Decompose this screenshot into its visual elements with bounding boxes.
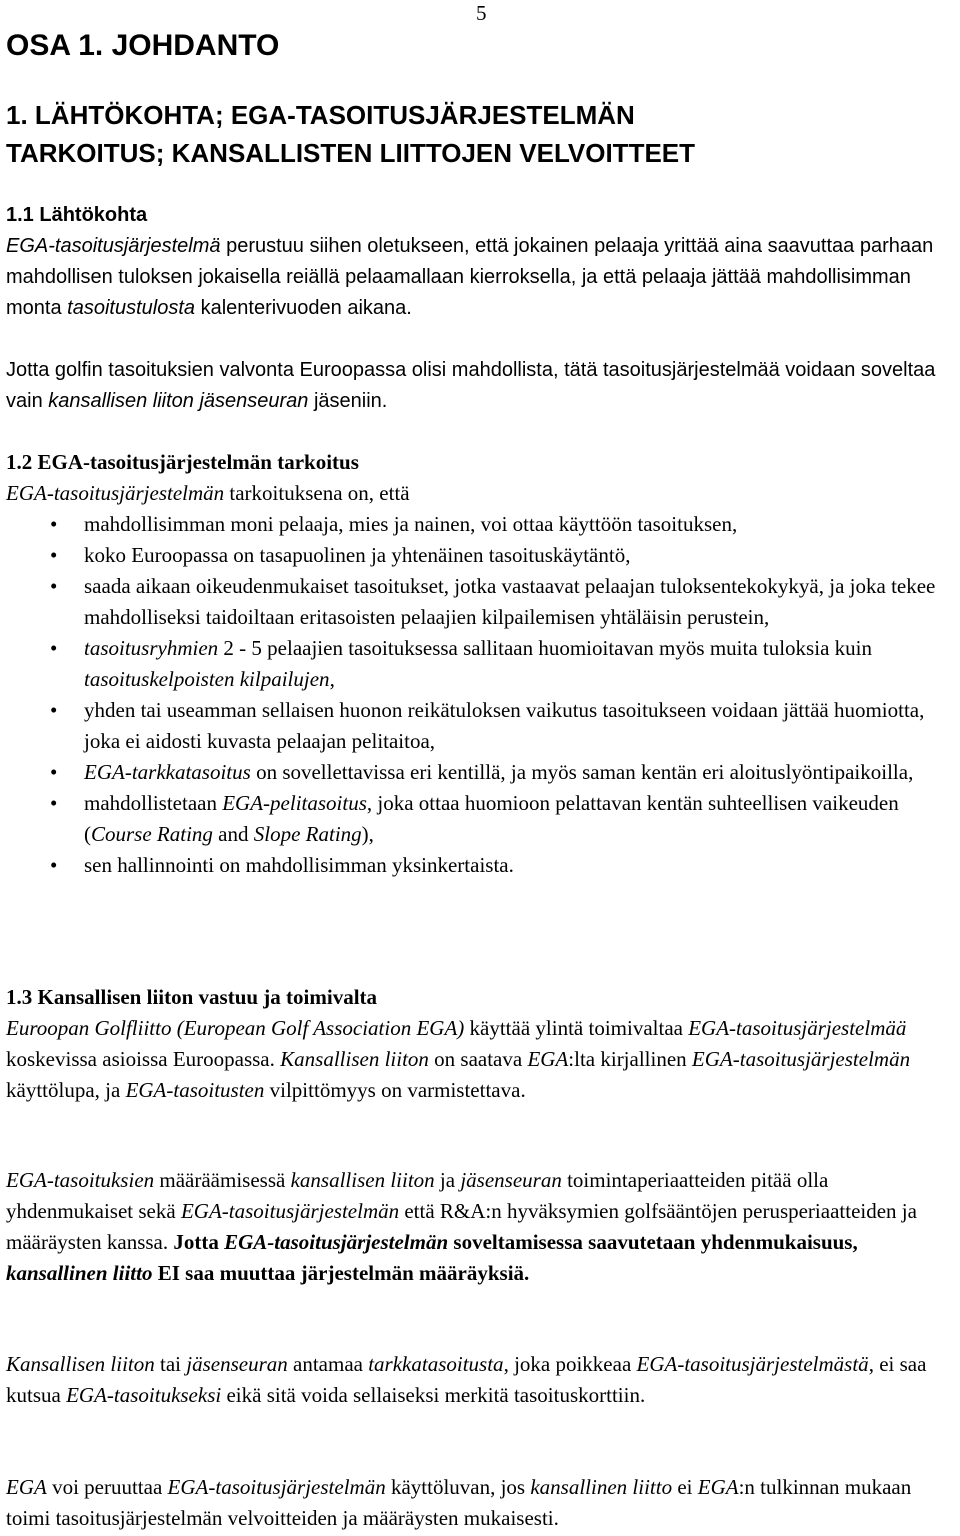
term: EGA-tasoitusjärjestelmän [180, 1199, 400, 1223]
paragraph [6, 1349, 956, 1411]
text: on saatava [428, 1047, 528, 1071]
section-1-2-heading: 1.2 EGA-tasoitusjärjestelmän tarkoitus [6, 450, 359, 474]
text: , [329, 667, 335, 691]
term: EGA-tasoitusjärjestelmää [688, 1016, 907, 1040]
term: EGA-pelitasoitus [222, 791, 367, 815]
term: Slope Rating [253, 822, 362, 846]
term: EGA-tasoitukseksi [66, 1383, 222, 1407]
term: EGA [6, 1475, 47, 1499]
bold-text: EI saa muuttaa järjestelmän määräyksiä. [152, 1261, 530, 1285]
paragraph [6, 1472, 956, 1534]
term: tasoituskelpoisten kilpailujen [84, 667, 330, 691]
list-item: • koko Euroopassa on tasapuolinen ja yhtenäinen tasoituskäytäntö, [6, 540, 956, 571]
section-1-3-paragraph-1 [6, 1013, 956, 1106]
text: eikä sitä voida sellaiseksi merkitä tasoituskorttiin. [221, 1383, 646, 1407]
text: ja [434, 1168, 461, 1192]
text: toimintaperiaatteiden pitää olla yhdenmukaiset sekä [6, 1168, 829, 1223]
term: EGA-tasoitusjärjestelmästä [636, 1352, 869, 1376]
text: käyttää ylintä toimivaltaa [464, 1016, 689, 1040]
text: ), [361, 822, 374, 846]
term: tasoitusryhmien [84, 636, 219, 660]
term: EGA-tasoitusjärjestelmän [691, 1047, 911, 1071]
term: kansallisen liiton [290, 1168, 435, 1192]
text: , ei saa kutsua [6, 1352, 927, 1407]
text: vilpittömyys on varmistettava. [264, 1078, 526, 1102]
term-kansallisen-liiton-jasenseuran: kansallisen liiton jäsenseuran [48, 390, 309, 412]
term: Course Rating [91, 822, 213, 846]
purpose-list [6, 509, 956, 881]
list-item: • mahdollisimman moni pelaaja, mies ja nainen, voi ottaa käyttöön tasoituksen, [6, 509, 956, 540]
term: Euroopan Golfliitto (European Golf Association EGA) [6, 1016, 465, 1040]
chapter-title [6, 96, 954, 172]
text: käyttöluvan, jos [385, 1475, 531, 1499]
paragraph [6, 1165, 956, 1289]
text: käyttölupa, ja [6, 1078, 126, 1102]
section-1-1-heading: 1.1 Lähtökohta [6, 204, 148, 226]
page-number: 5 [476, 1, 487, 25]
section-1-2 [6, 447, 956, 881]
term: tarkkatasoitusta [368, 1352, 504, 1376]
text: tarkoituksena on, että [224, 481, 410, 505]
text: Jotta golfin tasoituksien valvonta Euroopassa olisi mahdollista, tätä tasoitusjärjestelmää voidaan soveltaa vain [6, 359, 936, 412]
section-1-3-paragraph-3 [6, 1349, 956, 1411]
text: koskevissa asioissa Euroopassa. [6, 1047, 281, 1071]
list-item [6, 757, 956, 788]
term: EGA-tasoitusjärjestelmän [167, 1475, 386, 1499]
list-item [6, 788, 956, 850]
bold-text: Jotta [173, 1230, 225, 1254]
chapter-title-line2: TARKOITUS; KANSALLISTEN LIITTOJEN VELVOITTEET [6, 138, 696, 168]
list-item: • sen hallinnointi on mahdollisimman yksinkertaista. [6, 850, 956, 881]
term: jäsenseuran [460, 1168, 562, 1192]
term: EGA-tasoitusten [125, 1078, 265, 1102]
part-title: OSA 1. JOHDANTO [6, 29, 280, 62]
text: jäseniin. [308, 390, 388, 412]
section-1-1 [6, 200, 956, 324]
section-1-2-intro [6, 478, 956, 509]
section-1-1-paragraph-1 [6, 231, 956, 324]
text: on sovellettavissa eri kentillä, ja myös saman kentän eri aloituslyöntipaikoilla, [250, 760, 914, 784]
bold-term: kansallinen liitto [6, 1261, 153, 1285]
list-item [6, 633, 956, 695]
list-item: • saada aikaan oikeudenmukaiset tasoitukset, jotka vastaavat pelaajan tuloksentekokykyä, ja joka tekee mahdolliseksi taidoiltaan eritasoisten pelaajien kilpailemisen yhtäläisin perustein, [6, 571, 956, 633]
text: mahdollistetaan [84, 791, 223, 815]
section-1-3-heading: 1.3 Kansallisen liiton vastuu ja toimivalta [6, 985, 378, 1009]
term-tasoitustulosta: tasoitustulosta [67, 297, 196, 319]
text: and [212, 822, 254, 846]
text: , joka ottaa huomioon pelattavan kentän suhteellisen vaikeuden ( [84, 791, 899, 846]
paragraph [6, 355, 956, 417]
term-ega-tasoitusjarjestelma: EGA-tasoitusjärjestelmä [6, 235, 221, 257]
term: Kansallisen liiton [280, 1047, 429, 1071]
term: EGA [697, 1475, 739, 1499]
text: ei [672, 1475, 698, 1499]
section-1-3-paragraph-2 [6, 1165, 956, 1289]
bold-text: soveltamisessa saavutetaan yhdenmukaisuus, [448, 1230, 858, 1254]
text: että R&A:n hyväksymien golfsääntöjen perusperiaatteiden ja määräysten kanssa. [6, 1199, 917, 1254]
text: antamaa [287, 1352, 369, 1376]
text: , joka poikkeaa [503, 1352, 637, 1376]
section-1-1-paragraph-2 [6, 355, 956, 417]
text: :lta kirjallinen [568, 1047, 692, 1071]
term: EGA [527, 1047, 569, 1071]
term: jäsenseuran [186, 1352, 288, 1376]
section-1-3 [6, 982, 956, 1106]
chapter-title-line1: 1. LÄHTÖKOHTA; EGA-TASOITUSJÄRJESTELMÄN [6, 100, 635, 130]
text: perustuu siihen oletukseen, että jokainen pelaaja yrittää aina saavuttaa parhaan mahdollisen tuloksen jokaisella reiällä pelaamallaan kierroksella, ja että pelaaja jättää mahdollisimman monta [6, 235, 934, 319]
text: :n tulkinnan mukaan toimi tasoitusjärjestelmän velvoitteiden ja määräysten mukaisesti. [6, 1475, 912, 1530]
text: kalenterivuoden aikana. [195, 297, 412, 319]
term: Kansallisen liiton [6, 1352, 155, 1376]
text: 2 - 5 pelaajien tasoituksessa sallitaan huomioitavan myös muita tuloksia kuin [218, 636, 872, 660]
text: tai [154, 1352, 187, 1376]
text: voi peruuttaa [46, 1475, 168, 1499]
list-item: • yhden tai useamman sellaisen huonon reikätuloksen vaikutus tasoitukseen voidaan jättää huomiotta, joka ei aidosti kuvasta pelaajan pelitaitoa, [6, 695, 956, 757]
section-1-3-paragraph-4 [6, 1472, 956, 1534]
bold-term: EGA-tasoitusjärjestelmän [224, 1230, 449, 1254]
term: kansallinen liitto [530, 1475, 673, 1499]
text: määräämisessä [154, 1168, 291, 1192]
term: EGA-tarkkatasoitus [84, 760, 251, 784]
term: EGA-tasoitusjärjestelmän [6, 481, 225, 505]
term: EGA-tasoituksien [6, 1168, 155, 1192]
